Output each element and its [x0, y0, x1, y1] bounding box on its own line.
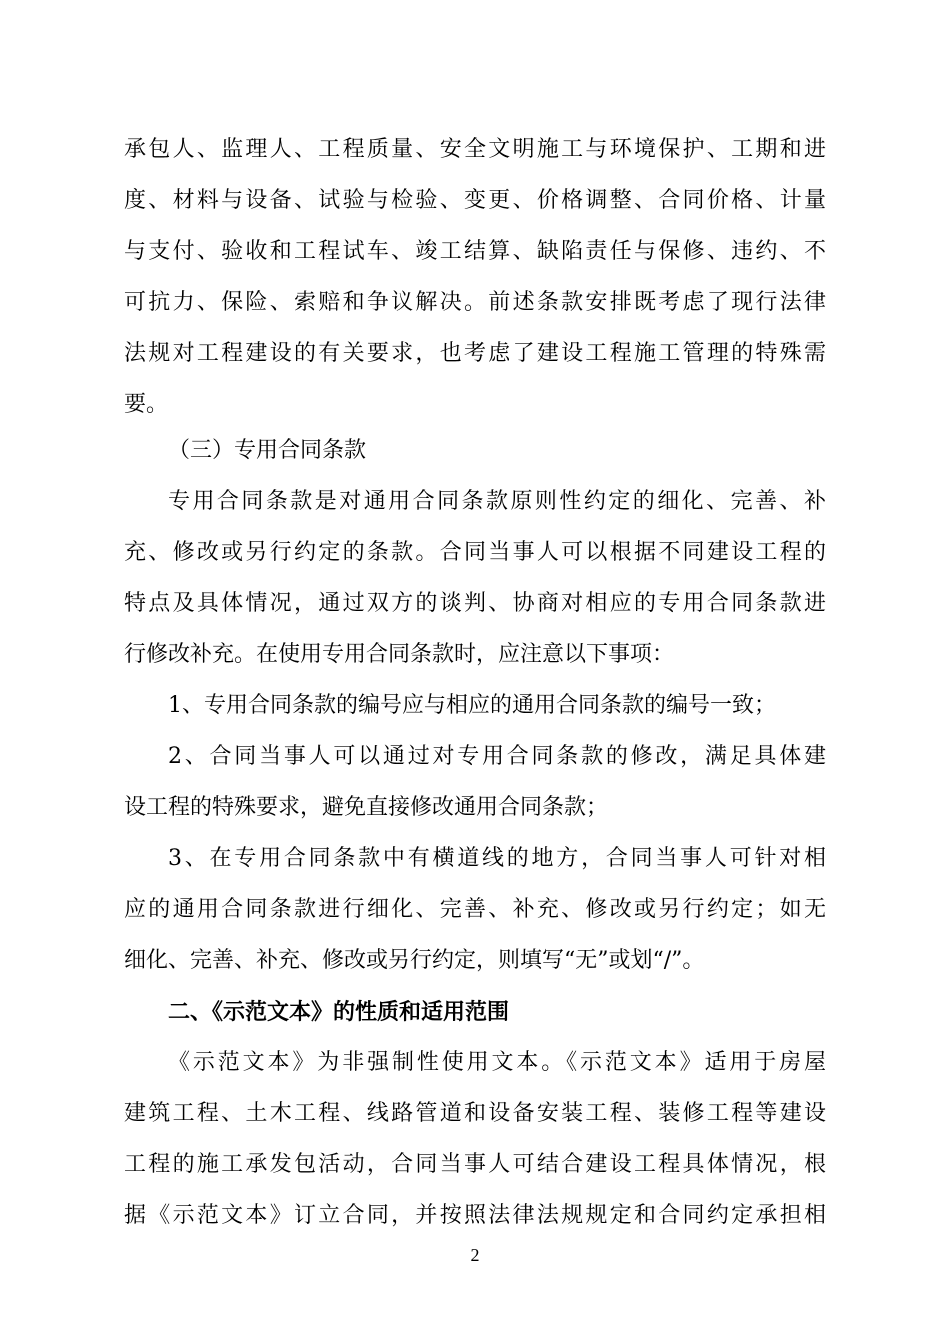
- body-text-line: 工程的施工承发包活动，合同当事人可结合建设工程具体情况，根: [124, 1152, 826, 1177]
- body-text-line: 建筑工程、土木工程、线路管道和设备安装工程、装修工程等建设: [124, 1101, 826, 1126]
- body-text-line: 《示范文本》为非强制性使用文本。《示范文本》适用于房屋: [168, 1050, 826, 1075]
- body-text-line: 承包人、监理人、工程质量、安全文明施工与环境保护、工期和进: [124, 137, 826, 162]
- body-text-line: 度、材料与设备、试验与检验、变更、价格调整、合同价格、计量: [124, 188, 826, 213]
- body-text-line: 设工程的特殊要求，避免直接修改通用合同条款；: [124, 795, 609, 820]
- section-heading: 二、《示范文本》的性质和适用范围: [168, 999, 510, 1025]
- body-text-line: 细化、完善、补充、修改或另行约定，则填写“无”或划“/”。: [124, 948, 705, 973]
- body-text-line: 特点及具体情况，通过双方的谈判、协商对相应的专用合同条款进: [124, 591, 826, 616]
- list-item: 1、专用合同条款的编号应与相应的通用合同条款的编号一致；: [168, 693, 776, 718]
- page-number: 2: [470, 1245, 480, 1265]
- body-text-line: 可抗力、保险、索赔和争议解决。前述条款安排既考虑了现行法律: [124, 290, 826, 315]
- body-text-line: 与支付、验收和工程试车、竣工结算、缺陷责任与保修、违约、不: [124, 239, 826, 264]
- body-text-line: 充、修改或另行约定的条款。合同当事人可以根据不同建设工程的: [124, 540, 826, 565]
- section-heading: （三）专用合同条款: [168, 438, 367, 463]
- list-item: 2、合同当事人可以通过对专用合同条款的修改，满足具体建: [168, 744, 826, 769]
- body-text-line: 法规对工程建设的有关要求，也考虑了建设工程施工管理的特殊需: [124, 341, 826, 366]
- body-text-line: 应的通用合同条款进行细化、完善、补充、修改或另行约定；如无: [124, 897, 826, 922]
- body-text-line: 行修改补充。在使用专用合同条款时，应注意以下事项：: [124, 642, 675, 667]
- body-text-line: 专用合同条款是对通用合同条款原则性约定的细化、完善、补: [168, 489, 826, 514]
- body-text-line: 要。: [124, 392, 169, 417]
- body-text-line: 据《示范文本》订立合同，并按照法律法规规定和合同约定承担相: [124, 1203, 826, 1228]
- list-item: 3、在专用合同条款中有横道线的地方，合同当事人可针对相: [168, 846, 826, 871]
